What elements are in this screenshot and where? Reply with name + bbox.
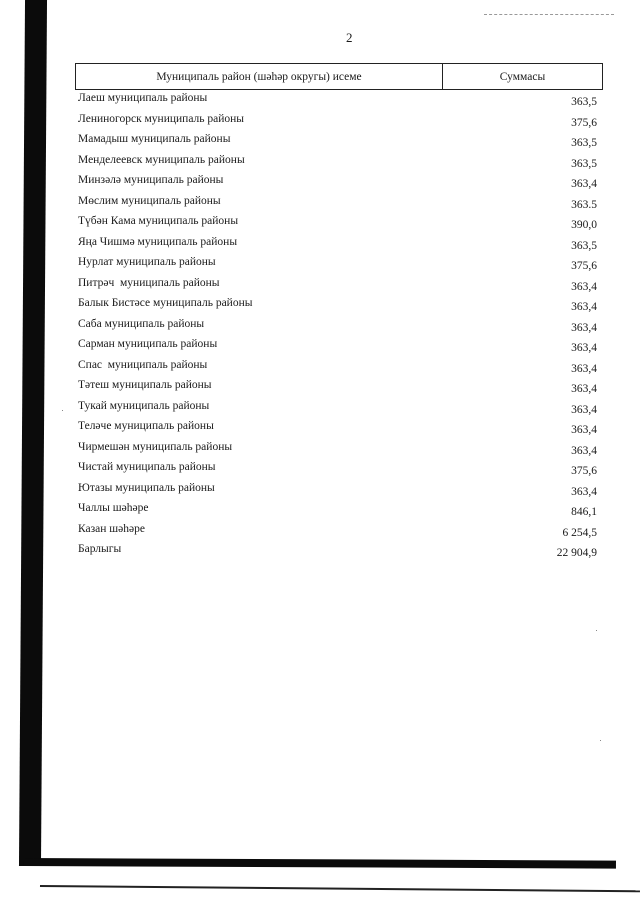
row-value: 363,4 <box>571 321 597 334</box>
scan-border-left <box>19 0 47 866</box>
row-value: 6 254,5 <box>562 526 597 539</box>
table-row <box>78 214 600 235</box>
row-value: 363,5 <box>571 96 597 108</box>
row-name: Саба муниципаль районы <box>78 317 205 330</box>
table-row <box>78 419 600 440</box>
table-row <box>78 317 600 338</box>
row-value: 363,5 <box>571 239 597 252</box>
table-row <box>78 378 600 399</box>
table-row <box>78 112 600 133</box>
row-value: 363,4 <box>571 301 597 313</box>
row-value: 390,0 <box>571 219 597 231</box>
row-name: Питрәч муниципаль районы <box>78 276 220 289</box>
row-name: Нурлат муниципаль районы <box>78 256 216 268</box>
row-value: 363,4 <box>571 485 597 498</box>
row-value: 363,4 <box>571 424 597 436</box>
scan-artifact-top <box>484 14 614 15</box>
row-name: Яңа Чишмә муниципаль районы <box>78 235 238 248</box>
row-name: Сарман муниципаль районы <box>78 338 218 350</box>
row-name: Мөслим муниципаль районы <box>78 194 221 207</box>
row-value: 22 904,9 <box>556 547 597 559</box>
row-name: Тәтеш муниципаль районы <box>78 379 212 391</box>
table-row <box>78 358 600 379</box>
table-row <box>78 235 600 256</box>
row-name: Менделеевск муниципаль районы <box>78 153 245 166</box>
table-row <box>78 460 600 481</box>
table-row <box>78 522 600 543</box>
row-name: Казан шәһәре <box>78 522 145 535</box>
table-row <box>78 153 600 174</box>
row-name: Барлыгы <box>78 543 122 555</box>
table-row <box>78 91 600 112</box>
row-name: Лениногорск муниципаль районы <box>78 112 245 125</box>
row-name: Чаллы шәһәре <box>78 502 149 514</box>
row-name: Лаеш муниципаль районы <box>78 92 208 104</box>
table-row <box>78 296 600 317</box>
table-row <box>78 132 600 153</box>
table-row <box>78 173 600 194</box>
table-row <box>78 255 600 276</box>
row-name: Минзәлә муниципаль районы <box>78 174 224 186</box>
row-value: 375,6 <box>571 260 597 272</box>
row-name: Тукай муниципаль районы <box>78 399 210 412</box>
row-value: 363.5 <box>571 198 597 211</box>
table-row <box>78 194 600 215</box>
row-name: Балык Бистәсе муниципаль районы <box>78 297 253 309</box>
table-body <box>78 91 600 563</box>
row-value: 363,4 <box>571 280 597 293</box>
scan-border-bottom <box>24 858 616 869</box>
row-name: Түбән Кама муниципаль районы <box>78 215 239 227</box>
row-value: 846,1 <box>571 506 597 518</box>
table-row <box>78 337 600 358</box>
row-value: 363,4 <box>571 178 597 190</box>
table-row <box>78 481 600 502</box>
table-row <box>78 501 600 522</box>
row-name: Чистай муниципаль районы <box>78 461 216 473</box>
row-value: 363,4 <box>571 444 597 457</box>
table-row <box>78 399 600 420</box>
row-name: Мамадыш муниципаль районы <box>78 133 231 145</box>
row-value: 363,5 <box>571 137 597 149</box>
row-value: 363,4 <box>571 403 597 416</box>
row-name: Теләче муниципаль районы <box>78 420 214 432</box>
column-header-sum: Суммасы <box>499 70 546 83</box>
scan-edge-line <box>40 885 640 892</box>
row-name: Ютазы муниципаль районы <box>78 481 215 494</box>
row-value: 363,4 <box>571 362 597 375</box>
row-value: 375,6 <box>571 465 597 477</box>
row-value: 363,4 <box>571 383 597 395</box>
table-row <box>78 542 600 563</box>
column-header-name: Муниципаль район (шәһәр округы) исеме <box>76 64 443 89</box>
page-number: 2 <box>346 30 353 45</box>
row-name: Чирмешән муниципаль районы <box>78 440 233 453</box>
table-header <box>75 63 603 90</box>
table-row <box>78 276 600 297</box>
row-name: Спас муниципаль районы <box>78 358 208 371</box>
table-row <box>78 440 600 461</box>
row-value: 363,5 <box>571 157 597 170</box>
row-value: 375,6 <box>571 116 597 129</box>
row-value: 363,4 <box>571 342 597 354</box>
